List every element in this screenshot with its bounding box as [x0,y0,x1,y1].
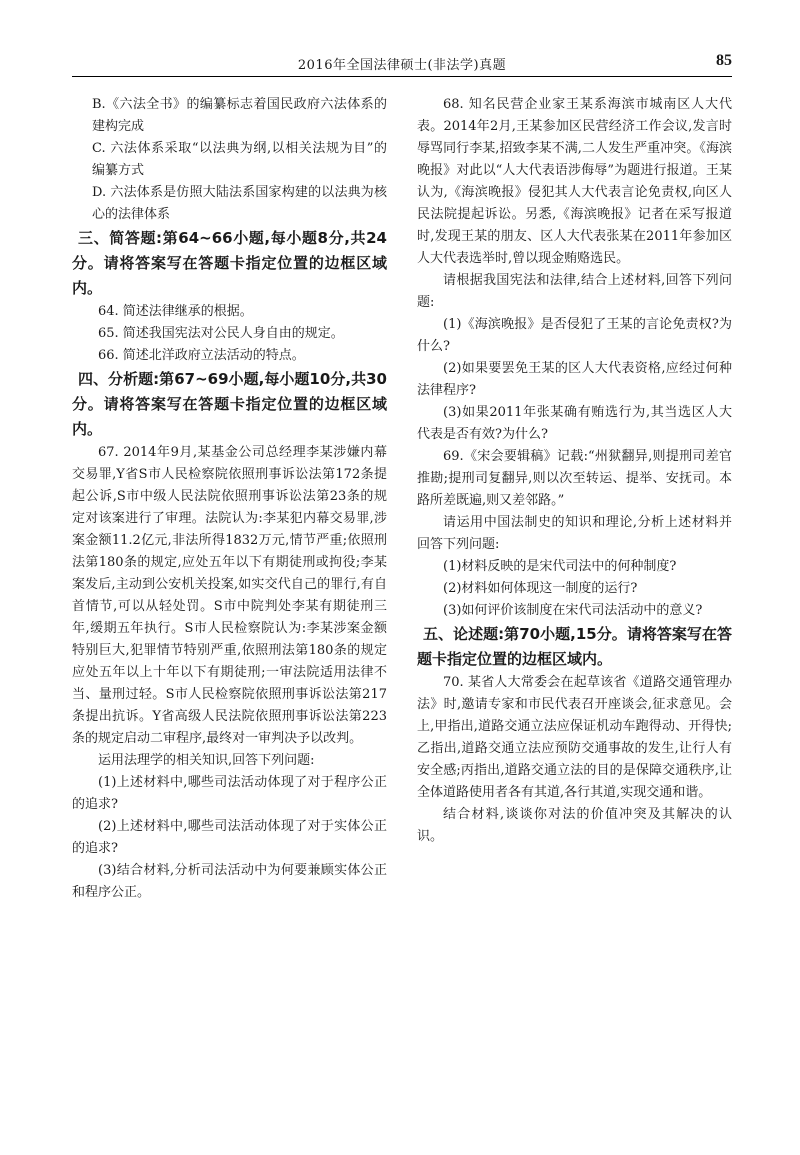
answer-option: B.《六法全书》的编纂标志着国民政府六法体系的建构完成 [92,97,387,134]
paragraph: (1)材料反映的是宋代司法中的何种制度? [443,559,677,574]
paragraph: (3)结合材料,分析司法活动中为何要兼顾实体公正和程序公正。 [72,863,387,900]
running-title: 2016年全国法律硕士(非法学)真题 [297,58,507,73]
answer-option: C. 六法体系采取“以法典为纲,以相关法规为目”的编纂方式 [92,141,387,178]
paragraph: 结合材料,谈谈你对法的价值冲突及其解决的认识。 [417,807,732,844]
paragraph: (3)如果2011年张某确有贿选行为,其当选区人大代表是否有效?为什么? [417,405,732,442]
paragraph: (1)《海滨晚报》是否侵犯了王某的言论免责权?为什么? [417,317,732,354]
paragraph: (2)材料如何体现这一制度的运行? [443,581,638,596]
paragraph: (3)如何评价该制度在宋代司法活动中的意义? [443,603,703,618]
paragraph: 68. 知名民营企业家王某系海滨市城南区人大代表。2014年2月,王某参加区民营经济工作会议,发言时辱骂同行李某,招致李某不满,二人发生严重冲突。《海滨晚报》对此以“人大代表语涉侮辱”为题进行报道。王某认为,《海滨晚报》侵犯其人大代表言论免责权,向区人民法院提起诉讼。另悉,《海滨晚报》记者在采写报道时,发现王某的朋友、区人大代表张某在2011年参加区人大代表选举时,曾以现金贿赂选民。 [417,97,732,266]
paragraph: 65. 简述我国宪法对公民人身自由的规定。 [98,326,344,341]
page-header [72,52,732,77]
section-heading: 三、简答题:第64~66小题,每小题8分,共24分。请将答案写在答题卡指定位置的边框区域内。 [72,229,387,297]
right-column [417,94,732,848]
paragraph: 69.《宋会要辑稿》记载:“州狱翻异,则提刑司差官推勘;提刑司复翻异,则以次至转运、提举、安抚司。本路所差既遍,则又差邻路。” [417,449,732,508]
paragraph: 67. 2014年9月,某基金公司总经理李某涉嫌内幕交易罪,Y省S市人民检察院依照刑事诉讼法第172条提起公诉,S市中级人民法院依照刑事诉讼法第23条的规定对该案进行了审理。法院认为:李某犯内幕交易罪,涉案金额11.2亿元,非法所得1832万元,情节严重;依照刑法第180条的规定,应处五年以下有期徒刑或拘役;李某案发后,主动到公安机关投案,如实交代自己的罪行,有自首情节,可以从轻处罚。S市中院判处李某有期徒刑三年,缓期五年执行。S市人民检察院认为:李某涉案金额特别巨大,犯罪情节特别严重,依照刑法第180条的规定应处五年以上十年以下有期徒刑;一审法院适用法律不当、量刑过轻。S市人民检察院依照刑事诉讼法第217条提出抗诉。Y省高级人民法院依照刑事诉讼法第223条的规定启动二审程序,最终对一审判决予以改判。 [72,445,387,746]
answer-option: D. 六法体系是仿照大陆法系国家构建的以法典为核心的法律体系 [92,185,387,222]
section-heading: 五、论述题:第70小题,15分。请将答案写在答题卡指定位置的边框区域内。 [417,625,732,668]
paragraph: (1)上述材料中,哪些司法活动体现了对于程序公正的追求? [72,775,387,812]
paragraph: 66. 简述北洋政府立法活动的特点。 [98,348,305,363]
paragraph: 64. 简述法律继承的根据。 [98,304,253,319]
section-heading: 四、分析题:第67~69小题,每小题10分,共30分。请将答案写在答题卡指定位置的边框区域内。 [72,370,387,438]
left-column [72,94,387,904]
paragraph: 请运用中国法制史的知识和理论,分析上述材料并回答下列问题: [417,515,732,552]
paragraph: (2)如果要罢免王某的区人大代表资格,应经过何种法律程序? [417,361,732,398]
paragraph: (2)上述材料中,哪些司法活动体现了对于实体公正的追求? [72,819,387,856]
paragraph: 70. 某省人大常委会在起草该省《道路交通管理办法》时,邀请专家和市民代表召开座谈会,征求意见。会上,甲指出,道路交通立法应保证机动车跑得动、开得快;乙指出,道路交通立法应预防交通事故的发生,让行人有安全感;丙指出,道路交通立法的目的是保障交通秩序,让全体道路使用者各有其道,各行其道,实现交通和谐。 [417,675,732,800]
paragraph: 运用法理学的相关知识,回答下列问题: [98,753,315,768]
page-number: 85 [716,52,732,69]
paragraph: 请根据我国宪法和法律,结合上述材料,回答下列问题: [417,273,732,310]
